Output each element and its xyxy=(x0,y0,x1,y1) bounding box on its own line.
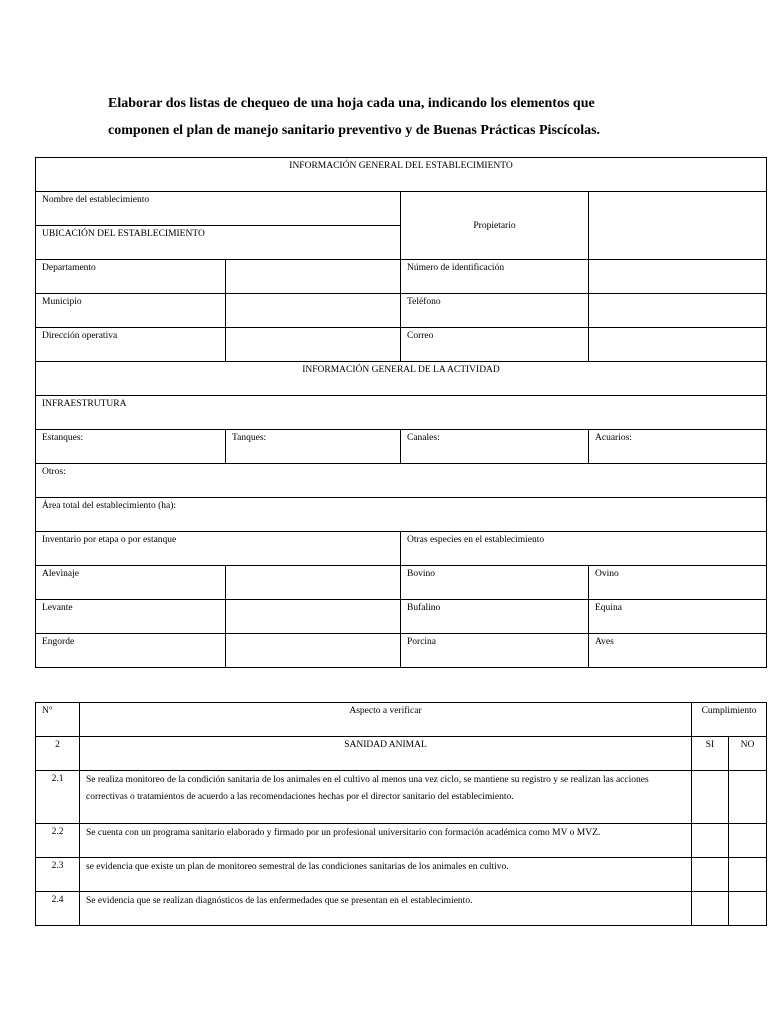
infraestructura-label: INFRAESTRUTURA xyxy=(36,396,767,430)
establishment-info-table xyxy=(35,157,767,668)
bufalino-field[interactable]: Bufalino xyxy=(401,600,589,634)
nombre-field[interactable]: Nombre del establecimiento xyxy=(36,192,401,226)
telefono-label: Teléfono xyxy=(401,294,589,328)
tanques-field[interactable]: Tanques: xyxy=(226,430,401,464)
section-general-header: INFORMACIÓN GENERAL DEL ESTABLECIMIENTO xyxy=(36,158,767,192)
engorde-value[interactable] xyxy=(226,634,401,668)
row-text: Se cuenta con un programa sanitario elaborado y firmado por un profesional universitario con formación académica como MV o MVZ. xyxy=(80,824,692,858)
numero-id-label: Número de identificación xyxy=(401,260,589,294)
engorde-label: Engorde xyxy=(36,634,226,668)
alevinaje-value[interactable] xyxy=(226,566,401,600)
propietario-value[interactable] xyxy=(589,192,767,260)
row-text: Se realiza monitoreo de la condición sanitaria de los animales en el cultivo al menos una vez ciclo, se mantiene su registro y se realizan las acciones correctivas o tratamientos de acuerdo a las recomendaciones hechas por el director sanitario del establecimiento. xyxy=(80,771,692,824)
alevinaje-label: Alevinaje xyxy=(36,566,226,600)
area-total-field[interactable]: Área total del establecimiento (ha): xyxy=(36,498,767,532)
row-num: 2.3 xyxy=(36,858,80,892)
otras-especies-label: Otras especies en el establecimiento xyxy=(401,532,767,566)
si-cell[interactable] xyxy=(692,771,729,824)
canales-field[interactable]: Canales: xyxy=(401,430,589,464)
direccion-label: Dirección operativa xyxy=(36,328,226,362)
porcina-field[interactable]: Porcina xyxy=(401,634,589,668)
estanques-field[interactable]: Estanques: xyxy=(36,430,226,464)
equina-field[interactable]: Equina xyxy=(589,600,767,634)
municipio-value[interactable] xyxy=(226,294,401,328)
direccion-value[interactable] xyxy=(226,328,401,362)
section-title: SANIDAD ANIMAL xyxy=(80,737,692,771)
si-cell[interactable] xyxy=(692,858,729,892)
section-num: 2 xyxy=(36,737,80,771)
row-num: 2.1 xyxy=(36,771,80,824)
no-header: NO xyxy=(729,737,767,771)
checklist-table xyxy=(35,702,767,926)
no-cell[interactable] xyxy=(729,892,767,926)
heading-line-1: Elaborar dos listas de chequeo de una hoja cada una, indicando los elementos que xyxy=(108,96,595,111)
si-cell[interactable] xyxy=(692,824,729,858)
col-aspecto-header: Aspecto a verificar xyxy=(80,703,692,737)
correo-label: Correo xyxy=(401,328,589,362)
propietario-label: Propietario xyxy=(401,192,589,260)
aves-field[interactable]: Aves xyxy=(589,634,767,668)
section-actividad-header: INFORMACIÓN GENERAL DE LA ACTIVIDAD xyxy=(36,362,767,396)
no-cell[interactable] xyxy=(729,771,767,824)
levante-label: Levante xyxy=(36,600,226,634)
instruction-heading xyxy=(108,90,708,144)
heading-line-2: componen el plan de manejo sanitario preventivo y de Buenas Prácticas Piscícolas. xyxy=(108,123,601,138)
row-text: Se evidencia que se realizan diagnósticos de las enfermedades que se presentan en el establecimiento. xyxy=(80,892,692,926)
no-cell[interactable] xyxy=(729,824,767,858)
si-header: SI xyxy=(692,737,729,771)
numero-id-value[interactable] xyxy=(589,260,767,294)
col-cumplimiento-header: Cumplimiento xyxy=(692,703,767,737)
departamento-value[interactable] xyxy=(226,260,401,294)
ubicacion-label: UBICACIÓN DEL ESTABLECIMIENTO xyxy=(36,226,401,260)
table-row xyxy=(36,892,767,926)
otros-field[interactable]: Otros: xyxy=(36,464,767,498)
departamento-label: Departamento xyxy=(36,260,226,294)
acuarios-field[interactable]: Acuarios: xyxy=(589,430,767,464)
col-num-header: N° xyxy=(36,703,80,737)
telefono-value[interactable] xyxy=(589,294,767,328)
levante-value[interactable] xyxy=(226,600,401,634)
bovino-field[interactable]: Bovino xyxy=(401,566,589,600)
correo-value[interactable] xyxy=(589,328,767,362)
table-row xyxy=(36,858,767,892)
row-text: se evidencia que existe un plan de monitoreo semestral de las condiciones sanitarias de los animales en cultivo. xyxy=(80,858,692,892)
ovino-field[interactable]: Ovino xyxy=(589,566,767,600)
municipio-label: Municipio xyxy=(36,294,226,328)
inventario-label: Inventario por etapa o por estanque xyxy=(36,532,401,566)
table-row xyxy=(36,771,767,824)
row-num: 2.4 xyxy=(36,892,80,926)
table-row xyxy=(36,824,767,858)
si-cell[interactable] xyxy=(692,892,729,926)
row-num: 2.2 xyxy=(36,824,80,858)
no-cell[interactable] xyxy=(729,858,767,892)
